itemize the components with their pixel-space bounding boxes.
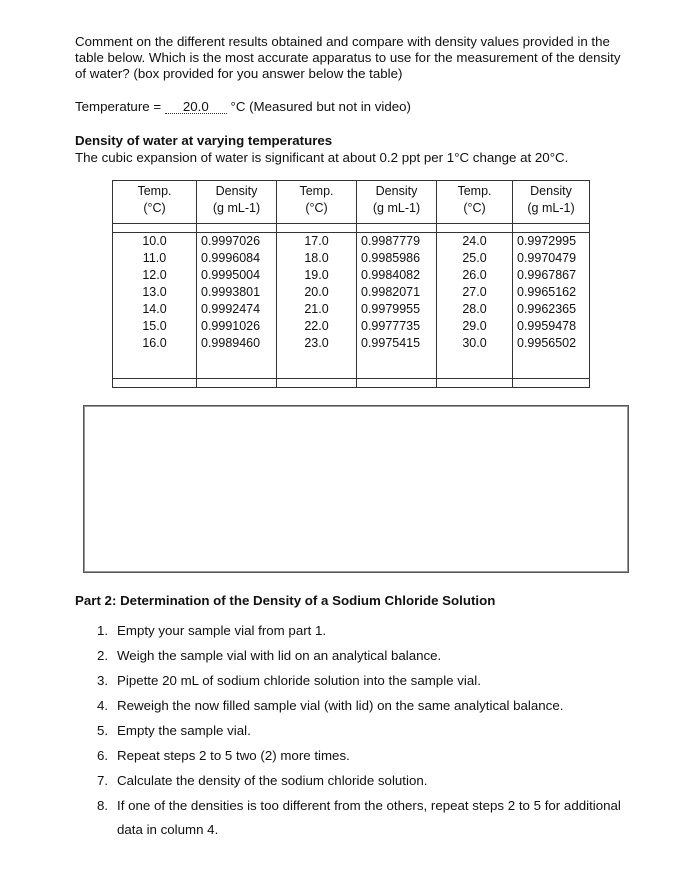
col-temp-3: 24.0 25.0 26.0 27.0 28.0 29.0 30.0 <box>437 233 513 379</box>
list-item: 3. Pipette 20 mL of sodium chloride solution into the sample vial. <box>97 673 481 688</box>
col-density-3: 0.9972995 0.9970479 0.9967867 0.9965162 0.9962365 0.9959478 0.9956502 <box>513 233 590 379</box>
list-item: 8. If one of the densities is too different from the others, repeat steps 2 to 5 for additional data in column 4. <box>97 798 621 837</box>
temperature-line <box>75 99 635 115</box>
header-temp-3: Temp. (°C) <box>437 181 513 224</box>
procedure-steps <box>97 623 637 851</box>
temperature-label: Temperature = <box>75 99 165 114</box>
col-temp-2: 17.0 18.0 19.0 20.0 21.0 22.0 23.0 <box>277 233 357 379</box>
list-item: 5. Empty the sample vial. <box>97 723 251 738</box>
table-body-row <box>113 233 590 379</box>
list-item: 7. Calculate the density of the sodium chloride solution. <box>97 773 428 788</box>
col-temp-1: 10.0 11.0 12.0 13.0 14.0 15.0 16.0 <box>113 233 197 379</box>
col-density-1: 0.9997026 0.9996084 0.9995004 0.9993801 0.9992474 0.9991026 0.9989460 <box>197 233 277 379</box>
density-table <box>112 180 590 388</box>
list-item: 4. Reweigh the now filled sample vial (with lid) on the same analytical balance. <box>97 698 564 713</box>
table-subheading: The cubic expansion of water is significant at about 0.2 ppt per 1°C change at 20°C. <box>75 150 569 165</box>
list-item: 2. Weigh the sample vial with lid on an analytical balance. <box>97 648 442 663</box>
part2-heading: Part 2: Determination of the Density of a Sodium Chloride Solution <box>75 593 496 608</box>
list-item: 6. Repeat steps 2 to 5 two (2) more times. <box>97 748 350 763</box>
header-density-3: Density (g mL-1) <box>513 181 590 224</box>
header-density-2: Density (g mL-1) <box>357 181 437 224</box>
answer-box[interactable] <box>83 405 629 573</box>
header-density-1: Density (g mL-1) <box>197 181 277 224</box>
table-heading: Density of water at varying temperatures <box>75 133 333 148</box>
header-temp-1: Temp. (°C) <box>113 181 197 224</box>
col-density-2: 0.9987779 0.9985986 0.9984082 0.9982071 0.9979955 0.9977735 0.9975415 <box>357 233 437 379</box>
header-temp-2: Temp. (°C) <box>277 181 357 224</box>
table-header-row <box>113 181 590 224</box>
intro-paragraph: Comment on the different results obtained and compare with density values provided in the table below. Which is the most accurate apparatus to use for the measurement of the density of water? (box provided for you answer below the table) <box>75 34 621 81</box>
temperature-value: 20.0 <box>165 100 227 114</box>
temperature-unit-note: °C (Measured but not in video) <box>226 99 411 114</box>
list-item: 1. Empty your sample vial from part 1. <box>97 623 327 638</box>
